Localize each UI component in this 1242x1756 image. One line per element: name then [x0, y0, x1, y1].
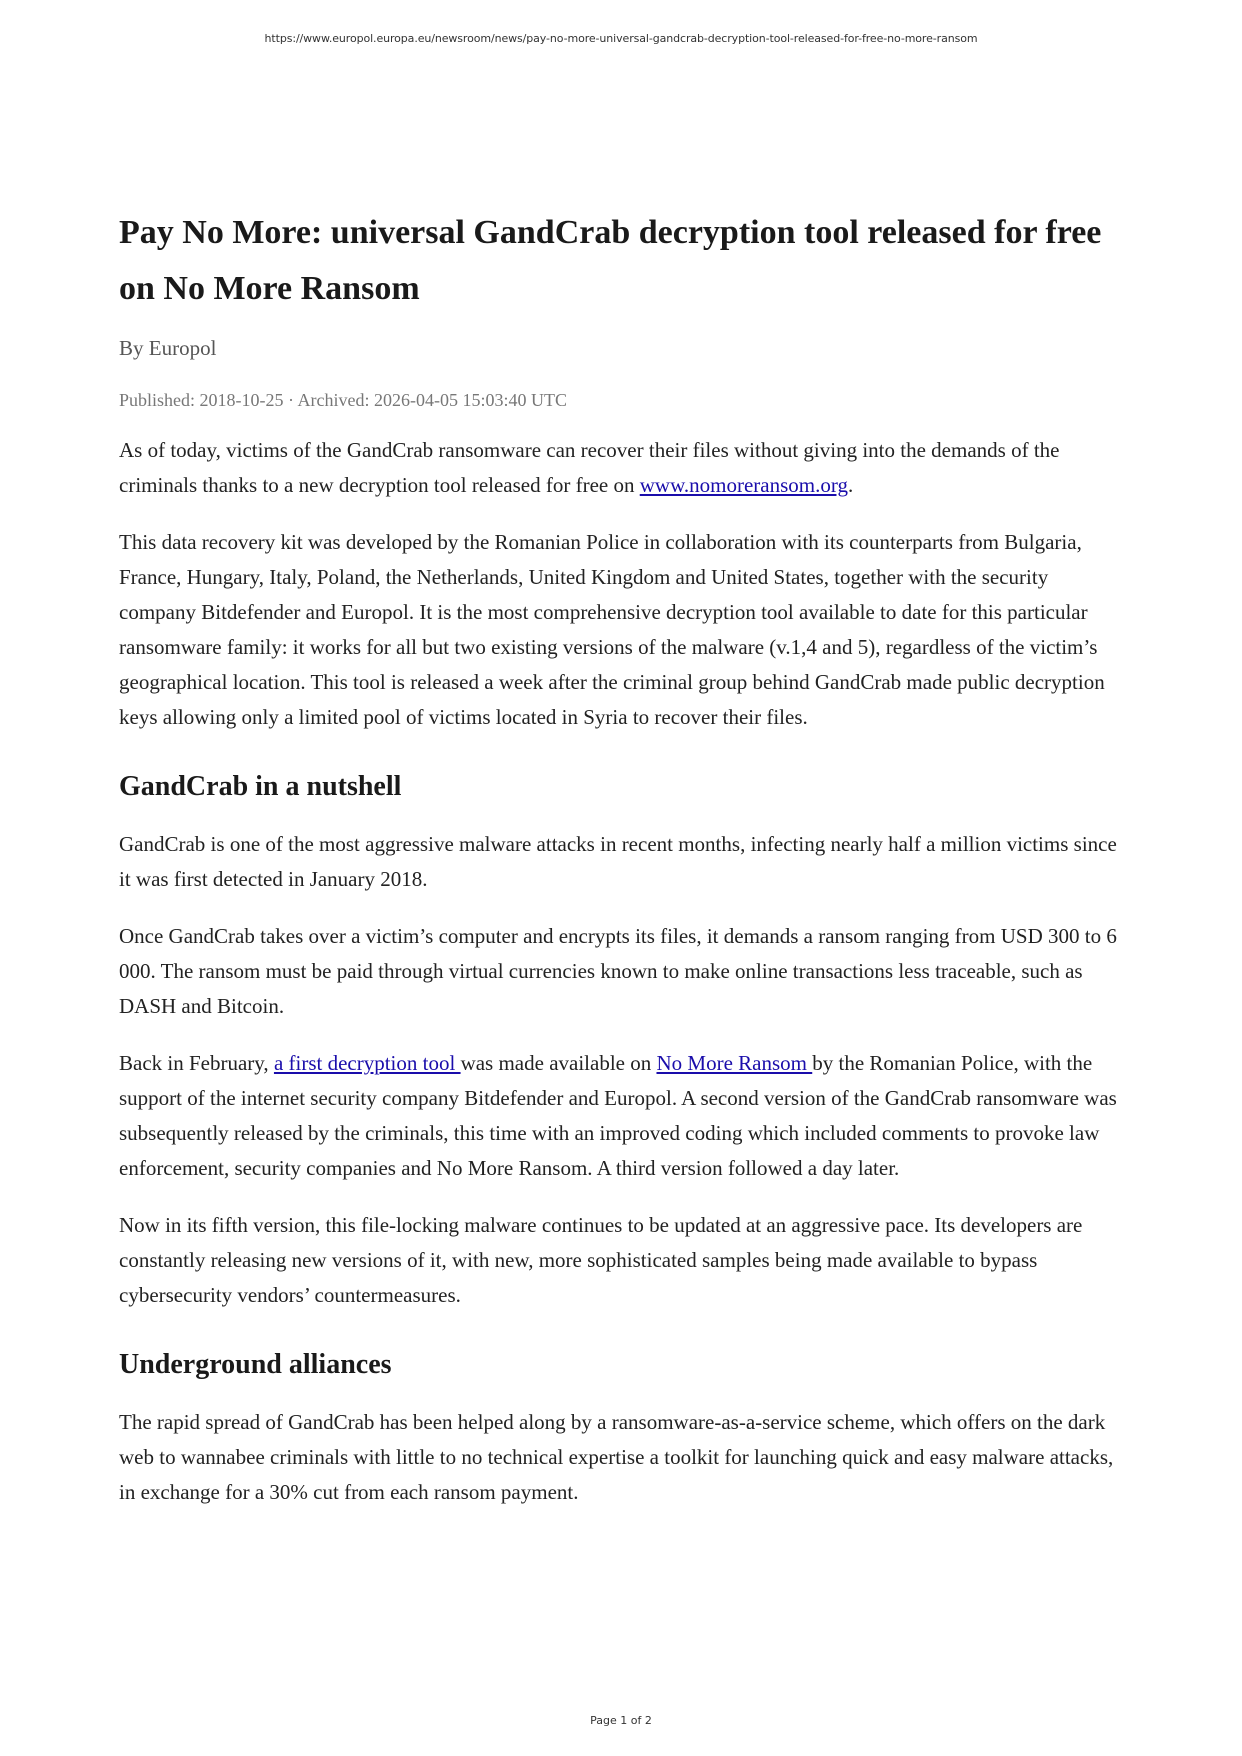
article-title: Pay No More: universal GandCrab decryption tool released for free on No More Ransom	[119, 214, 1102, 307]
paragraph-february	[119, 1046, 1129, 1186]
article	[119, 205, 1129, 1532]
paragraph-february-start: Back in February,	[119, 1051, 274, 1075]
first-decryption-tool-link[interactable]: a first decryption tool	[273, 1051, 461, 1075]
paragraph-february-mid: was made available on	[460, 1051, 657, 1075]
page-url-header: https://www.europol.europa.eu/newsroom/news/pay-no-more-universal-gandcrab-decryption-tool-released-for-free-no-more-ransom	[264, 32, 978, 45]
no-more-ransom-link[interactable]: No More Ransom	[656, 1051, 813, 1075]
paragraph-raas: The rapid spread of GandCrab has been helped along by a ransomware-as-a-service scheme, which offers on the dark web to wannabee criminals with little to no technical expertise a toolkit for launching quick and easy malware attacks, in exchange for a 30% cut from each ransom payment.	[119, 1410, 1114, 1504]
paragraph-february-end: by the Romanian Police, with the support of the internet security company Bitdefender and Europol. A second version of the GandCrab ransomware was subsequently released by the criminals, this time with an improved coding which included comments to provoke law enforcement, security companies and No More Ransom. A third version followed a day later.	[119, 1051, 1117, 1180]
paragraph-intro-text: As of today, victims of the GandCrab ransomware can recover their files without giving into the demands of the criminals thanks to a new decryption tool released for free on	[119, 438, 1060, 497]
paragraph-aggressive: GandCrab is one of the most aggressive malware attacks in recent months, infecting nearly half a million victims since it was first detected in January 2018.	[119, 832, 1117, 891]
paragraph-intro	[119, 433, 1129, 503]
paragraph-fifth-version: Now in its fifth version, this file-locking malware continues to be updated at an aggressive pace. Its developers are constantly releasing new versions of it, with new, more sophisticated samples being made available to bypass cybersecurity vendors’ countermeasures.	[119, 1213, 1083, 1307]
section-heading-nutshell: GandCrab in a nutshell	[119, 771, 402, 802]
article-byline: By Europol	[119, 336, 217, 360]
paragraph-recovery-kit: This data recovery kit was developed by the Romanian Police in collaboration with its counterparts from Bulgaria, France, Hungary, Italy, Poland, the Netherlands, United Kingdom and United States, together with the security company Bitdefender and Europol. It is the most comprehensive decryption tool available to date for this particular ransomware family: it works for all but two existing versions of the malware (v.1,4 and 5), regardless of the victim’s geographical location. This tool is released a week after the criminal group behind GandCrab made public decryption keys allowing only a limited pool of victims located in Syria to recover their files.	[119, 530, 1105, 729]
article-meta: Published: 2018-10-25 · Archived: 2026-04-05 15:03:40 UTC	[119, 390, 567, 410]
paragraph-intro-end: .	[847, 473, 854, 497]
section-heading-underground: Underground alliances	[119, 1349, 392, 1380]
paragraph-ransom: Once GandCrab takes over a victim’s computer and encrypts its files, it demands a ransom ranging from USD 300 to 6 000. The ransom must be paid through virtual currencies known to make online transactions less traceable, such as DASH and Bitcoin.	[119, 924, 1117, 1018]
page-number: Page 1 of 2	[590, 1714, 652, 1727]
nomoreransom-link[interactable]: www.nomoreransom.org	[639, 473, 848, 497]
